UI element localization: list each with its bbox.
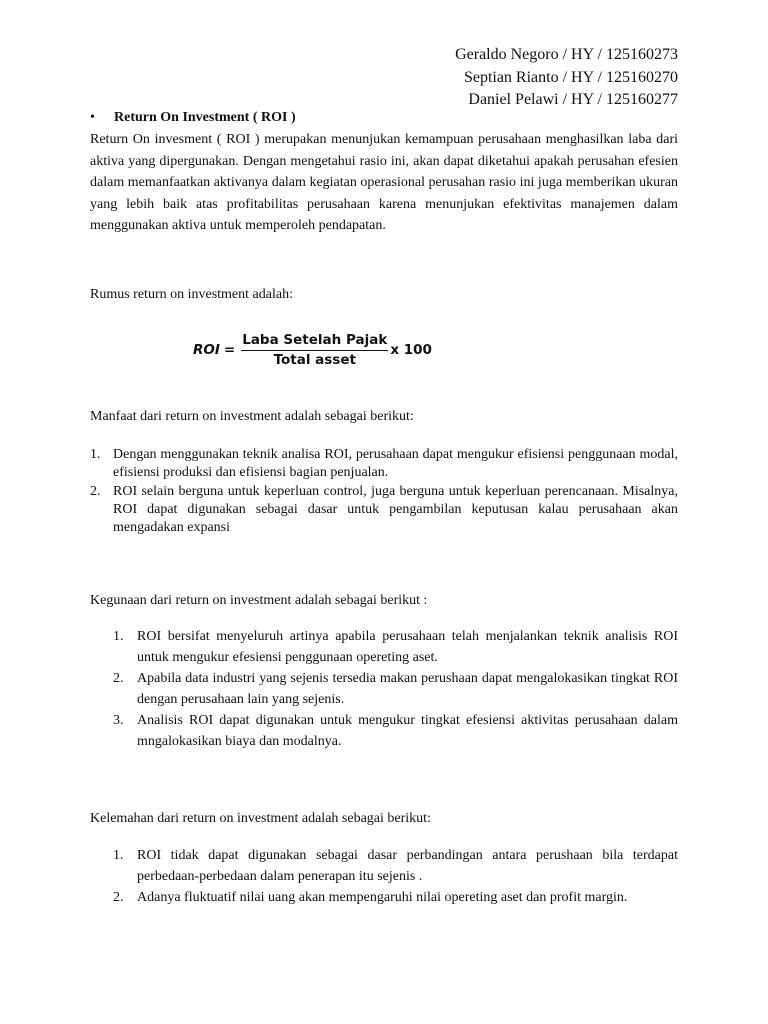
author-block [455,44,678,112]
formula-multiplier: x 100 [390,342,432,358]
list-number: 2. [90,484,101,499]
list-number: 2. [113,671,124,686]
list-item-text: Analisis ROI dapat digunakan untuk mengukur tingkat efesiensi aktivitas perusahaan dalam mngalokasikan biaya dan modalnya. [137,713,678,749]
manfaat-heading: Manfaat dari return on investment adalah sebagai berikut: [90,409,414,424]
intro-paragraph: Return On invesment ( ROI ) merupakan menunjukan kemampuan perusahaan menghasilkan laba dari aktiva yang dipergunakan. Dengan mengetahui rasio ini, akan dapat diketahui apakah perusahan efesien dalam memanfaatkan aktivanya dalam kegiatan operasional perusahan rasio ini juga memberikan ukuran yang lebih baik atas profitabilitas perusahaan karena menunjukan efektivitas manajemen dalam menggunakan aktiva untuk memperoleh pendapatan. [90,132,678,233]
list-item [90,446,678,482]
author-line: Septian Rianto / HY / 125160270 [463,68,678,86]
manfaat-list [90,446,678,538]
list-item-text: ROI bersifat menyeluruh artinya apabila perusahaan telah menjalankan teknik analisis ROI untuk mengukur efesiensi penggunaan opereting aset. [137,629,678,665]
list-number: 1. [90,447,101,462]
formula-fraction [241,332,388,368]
list-item [113,668,678,710]
list-item-text: Apabila data industri yang sejenis tersedia makan perushaan dapat mengalokasikan tingkat ROI dengan perusahaan lain yang sejenis. [137,671,678,707]
section-title-text: Return On Investment ( ROI ) [114,110,296,125]
list-item [113,626,678,668]
kelemahan-list [113,845,678,908]
list-item-text: ROI tidak dapat digunakan sebagai dasar perbandingan antara perushaan bila terdapat perbedaan-perbedaan dalam penerapan itu sejenis . [137,848,678,884]
list-item [113,845,678,887]
list-number: 1. [113,848,124,863]
author-line: Geraldo Negoro / HY / 125160273 [455,46,678,63]
list-number: 1. [113,629,124,644]
formula-lhs: ROI [193,342,220,358]
formula-equals: = [223,342,236,358]
kegunaan-list [113,626,678,752]
list-item-text: Adanya fluktuatif nilai uang akan mempengaruhi nilai opereting aset dan profit margin. [137,890,628,905]
kelemahan-heading: Kelemahan dari return on investment adalah sebagai berikut: [90,811,431,826]
formula-intro: Rumus return on investment adalah: [90,287,293,302]
list-number: 3. [113,713,124,728]
roi-formula [193,332,432,368]
author-line: Daniel Pelawi / HY / 125160277 [468,91,678,108]
list-item [113,887,678,908]
list-item [90,483,678,537]
list-item-text: ROI selain berguna untuk keperluan control, juga berguna untuk keperluan perencanaan. Misalnya, ROI dapat digunakan sebagai dasar untuk pengambilan keputusan kalau perusahaan akan mengadakan expansi [113,484,678,535]
list-item-text: Dengan menggunakan teknik analisa ROI, perusahaan dapat mengukur efisiensi penggunaan modal, efisiensi produksi dan efisiensi bagian penjualan. [113,447,678,480]
kegunaan-heading: Kegunaan dari return on investment adalah sebagai berikut : [90,593,428,608]
formula-denominator: Total asset [273,352,356,368]
list-number: 2. [113,890,124,905]
section-title [90,110,296,126]
formula-numerator: Laba Setelah Pajak [241,332,388,351]
bullet-icon: • [90,110,95,125]
list-item [113,710,678,752]
